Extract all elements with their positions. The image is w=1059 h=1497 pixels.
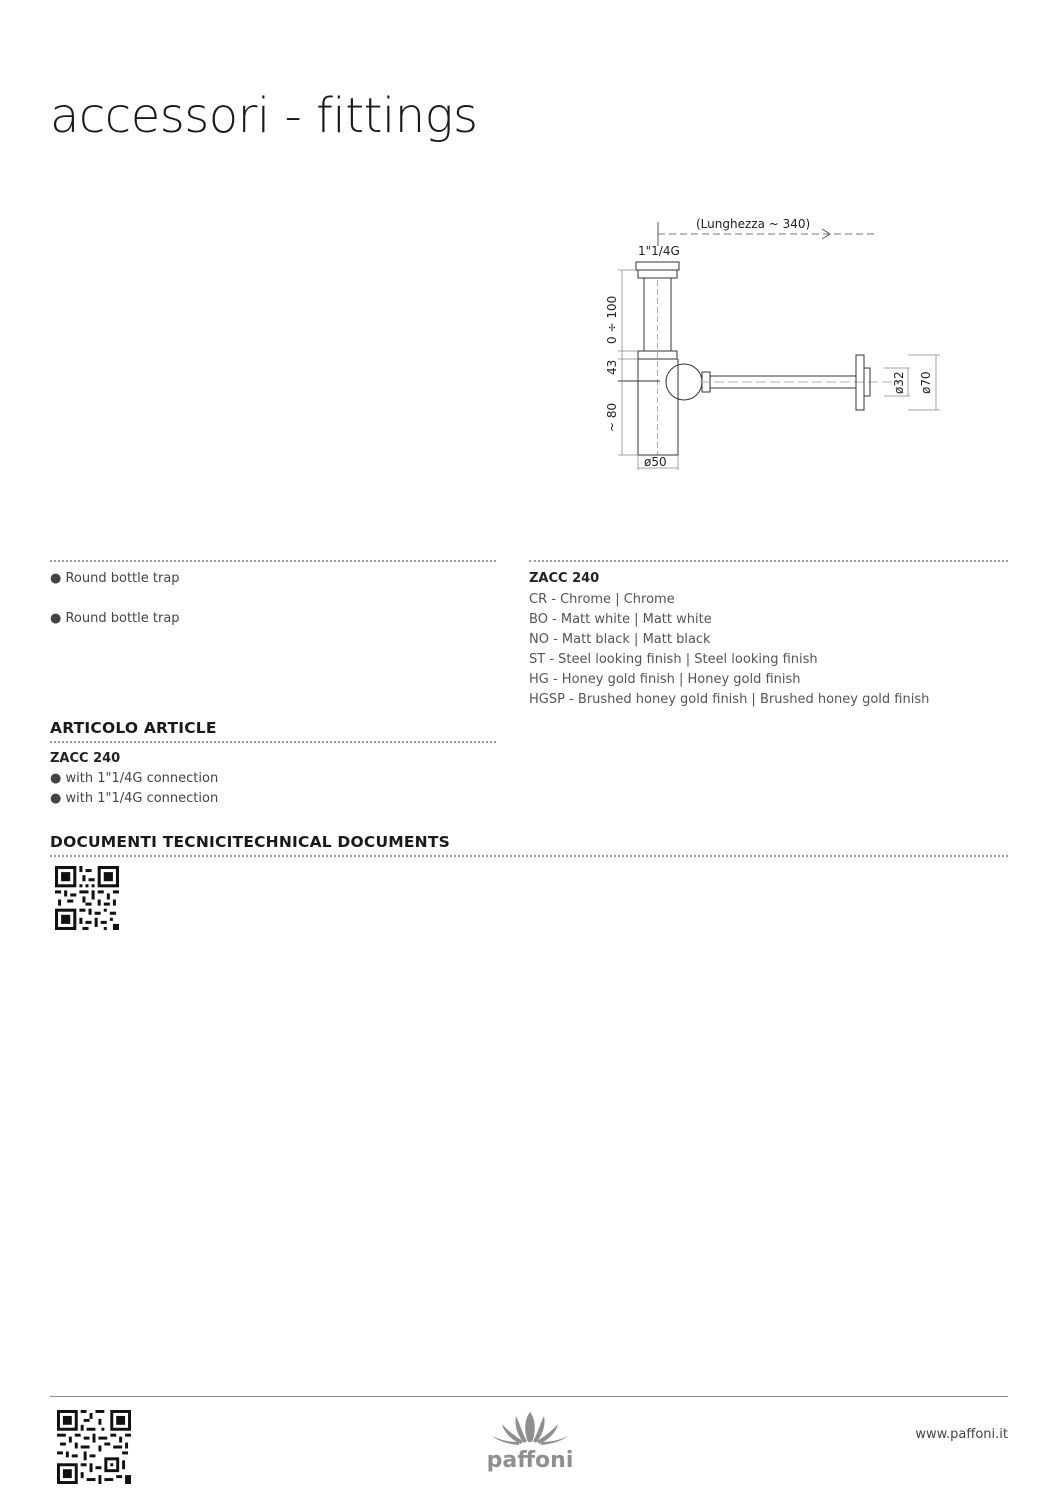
- qr-code-footer[interactable]: [57, 1410, 131, 1484]
- page-title: accessori - fittings: [50, 88, 478, 144]
- finish-list: [529, 590, 929, 710]
- divider-article: [50, 741, 496, 743]
- article-heading: ARTICOLO ARTICLE: [50, 719, 217, 737]
- dim-d50: ø50: [644, 455, 667, 469]
- finish-item: HG - Honey gold finish | Honey gold finish: [529, 672, 801, 687]
- divider-right: [529, 560, 1008, 562]
- finish-item: ST - Steel looking finish | Steel looking finish: [529, 652, 818, 667]
- brand-name: paffoni: [486, 1448, 574, 1473]
- brand-logo[interactable]: [478, 1408, 582, 1474]
- article-code: ZACC 240: [50, 751, 121, 766]
- website-link[interactable]: www.paffoni.it: [915, 1427, 1008, 1442]
- thread-label: 1"1/4G: [638, 244, 680, 258]
- qr-code-documents[interactable]: [55, 866, 119, 930]
- divider-documents: [50, 855, 1008, 857]
- divider-left: [50, 560, 496, 562]
- finish-item: NO - Matt black | Matt black: [529, 632, 711, 647]
- finish-item: BO - Matt white | Matt white: [529, 612, 712, 627]
- article-item: ● with 1"1/4G connection: [50, 771, 219, 786]
- technical-drawing: [600, 210, 960, 480]
- length-label: (Lunghezza ~ 340): [696, 217, 811, 231]
- dim-43: 43: [605, 359, 619, 375]
- finish-item: CR - Chrome | Chrome: [529, 592, 675, 607]
- dim-adjust: 0 ÷ 100: [605, 295, 619, 344]
- feature-item: ● Round bottle trap: [50, 571, 180, 586]
- finish-code: ZACC 240: [529, 571, 600, 586]
- feature-item: ● Round bottle trap: [50, 611, 180, 626]
- documents-heading: DOCUMENTI TECNICITECHNICAL DOCUMENTS: [50, 833, 450, 851]
- dim-d70: ø70: [919, 371, 933, 394]
- finish-item: HGSP - Brushed honey gold finish | Brushed honey gold finish: [529, 692, 930, 707]
- dim-80: ~ 80: [605, 402, 619, 432]
- dim-d32: ø32: [892, 371, 906, 394]
- article-item: ● with 1"1/4G connection: [50, 791, 219, 806]
- footer-divider: [50, 1396, 1008, 1397]
